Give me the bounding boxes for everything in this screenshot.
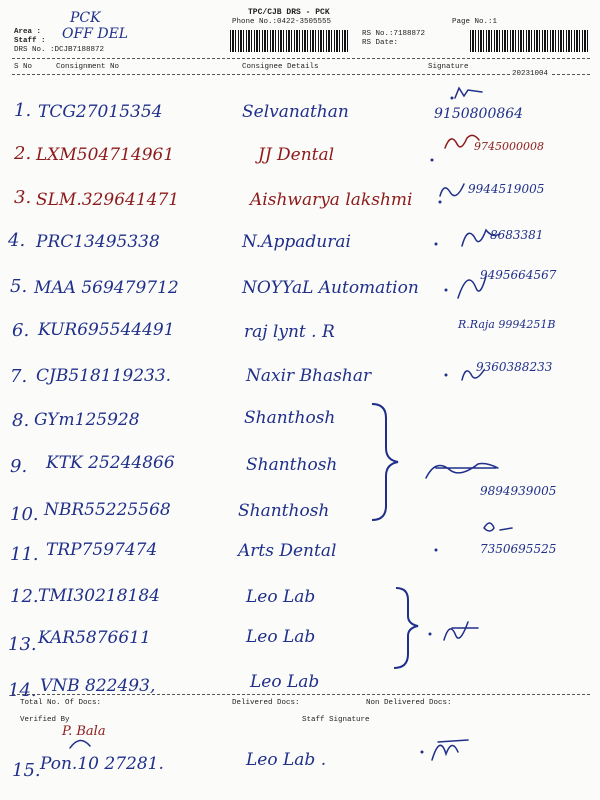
signature-scribble bbox=[462, 370, 484, 380]
consignee-name: Leo Lab . bbox=[246, 750, 327, 770]
row-number: 6. bbox=[12, 320, 30, 341]
consignment-number: VNB 822493, bbox=[40, 676, 156, 696]
receiver-signature: 8683381 bbox=[490, 228, 544, 242]
consignment-number: NBR55225568 bbox=[44, 500, 171, 520]
row-number: 11. bbox=[10, 544, 39, 565]
consignment-number: MAA 569479712 bbox=[34, 278, 179, 298]
non-delivered-docs: Non Delivered Docs: bbox=[366, 699, 452, 707]
receiver-signature: 9944519005 bbox=[468, 182, 545, 196]
row-number: 14. bbox=[8, 680, 37, 701]
consignment-number: KTK 25244866 bbox=[46, 453, 175, 473]
consignee-name: N.Appadurai bbox=[242, 232, 351, 252]
row-number: 3. bbox=[14, 187, 32, 208]
consignee-name: NOYYaL Automation bbox=[242, 278, 419, 298]
phone-number: Phone No.:0422-3505555 bbox=[232, 18, 332, 26]
verified-by: Verified By bbox=[20, 716, 70, 724]
area-label: Area : bbox=[14, 28, 42, 36]
signature-scribble bbox=[444, 622, 478, 640]
verifier-handwritten: P. Bala bbox=[62, 724, 106, 739]
rs-date: RS Date: bbox=[362, 39, 399, 47]
tick-dot bbox=[431, 159, 434, 162]
row-number: 13. bbox=[8, 634, 37, 655]
footer-divider bbox=[12, 694, 590, 695]
receiver-signature: R.Raja 9994251B bbox=[458, 318, 556, 331]
row-number: 5. bbox=[10, 276, 28, 297]
total-docs: Total No. Of Docs: bbox=[20, 699, 102, 707]
area-handwritten: PCK bbox=[70, 10, 101, 26]
signature-scribble bbox=[432, 740, 468, 760]
row-number: 15. bbox=[12, 760, 41, 781]
consignee-name: Arts Dental bbox=[238, 541, 337, 561]
column-consignee: Consignee Details bbox=[242, 63, 319, 71]
consignee-name: Aishwarya lakshmi bbox=[250, 190, 413, 210]
consignment-number: CJB518119233. bbox=[36, 366, 172, 386]
consignee-name: Leo Lab bbox=[246, 627, 316, 647]
tick-dot bbox=[439, 201, 442, 204]
signature-scribble bbox=[462, 230, 500, 246]
drs-number: DRS No. :DCJB7188872 bbox=[14, 46, 105, 54]
consignee-name: raj lynt . R bbox=[244, 322, 335, 342]
signature-scribble bbox=[455, 88, 482, 98]
consignment-number: TCG27015354 bbox=[38, 102, 163, 122]
rs-number: RS No.:7188872 bbox=[362, 30, 426, 38]
consignment-number: LXM504714961 bbox=[36, 145, 175, 165]
consignment-number: GYm125928 bbox=[34, 410, 140, 430]
consignment-number: SLM.329641471 bbox=[36, 190, 180, 210]
date-stamp: 20231004 bbox=[512, 70, 549, 78]
group-bracket bbox=[394, 588, 418, 668]
signature-scribble bbox=[458, 276, 486, 298]
consignee-name: Leo Lab bbox=[246, 587, 316, 607]
row-number: 7. bbox=[10, 366, 28, 387]
receiver-signature: 9360388233 bbox=[476, 360, 553, 374]
group-bracket bbox=[372, 404, 398, 520]
tick-dot bbox=[435, 243, 438, 246]
consignment-number: KAR5876611 bbox=[38, 628, 151, 648]
tick-dot bbox=[429, 633, 432, 636]
document-title: TPC/CJB DRS - PCK bbox=[248, 8, 330, 17]
row-number: 1. bbox=[14, 100, 32, 121]
receiver-signature: 9894939005 bbox=[480, 484, 557, 498]
tick-dot bbox=[445, 289, 448, 292]
consignee-name: Naxir Bhashar bbox=[246, 366, 372, 386]
consignment-number: Pon.10 27281. bbox=[40, 754, 164, 774]
consignee-name: Shanthosh bbox=[244, 408, 336, 428]
row-number: 9. bbox=[10, 456, 28, 477]
row-number: 2. bbox=[14, 143, 32, 164]
tick-dot bbox=[451, 97, 454, 100]
consignment-number: PRC13495338 bbox=[36, 232, 160, 252]
signature-scribble bbox=[484, 523, 512, 531]
staff-signature-label: Staff Signature bbox=[302, 716, 370, 724]
verifier-scribble bbox=[70, 740, 90, 748]
consignment-number: TMI30218184 bbox=[38, 586, 160, 606]
signature-scribble bbox=[440, 184, 464, 196]
tick-dot bbox=[445, 374, 448, 377]
column-signature: Signature bbox=[428, 63, 469, 71]
tick-dot bbox=[421, 751, 424, 754]
column-consignment: Consignment No bbox=[56, 63, 120, 71]
consignee-name: JJ Dental bbox=[258, 145, 335, 165]
signature-scribble bbox=[445, 135, 479, 148]
tick-dot bbox=[435, 549, 438, 552]
consignment-number: KUR695544491 bbox=[38, 320, 175, 340]
consignee-name: Leo Lab bbox=[250, 672, 320, 692]
consignee-name: Selvanathan bbox=[242, 102, 349, 122]
receiver-signature: 7350695525 bbox=[480, 542, 557, 556]
row-number: 8. bbox=[12, 410, 30, 431]
receiver-signature: 9150800864 bbox=[434, 106, 524, 122]
consignee-name: Shanthosh bbox=[246, 455, 338, 475]
receiver-signature: 9745000008 bbox=[474, 140, 544, 153]
row-number: 10. bbox=[10, 504, 39, 525]
page-number: Page No.:1 bbox=[452, 18, 498, 26]
signature-scribble bbox=[426, 464, 498, 479]
column-sno: S No bbox=[14, 63, 33, 71]
consignee-name: Shanthosh bbox=[238, 501, 330, 521]
staff-label: Staff : bbox=[14, 37, 46, 45]
row-number: 4. bbox=[8, 230, 26, 251]
delivered-docs: Delivered Docs: bbox=[232, 699, 300, 707]
row-number: 12. bbox=[10, 586, 39, 607]
consignment-number: TRP7597474 bbox=[46, 540, 158, 560]
receiver-signature: 9495664567 bbox=[480, 268, 557, 282]
staff-handwritten: OFF DEL bbox=[62, 26, 129, 42]
